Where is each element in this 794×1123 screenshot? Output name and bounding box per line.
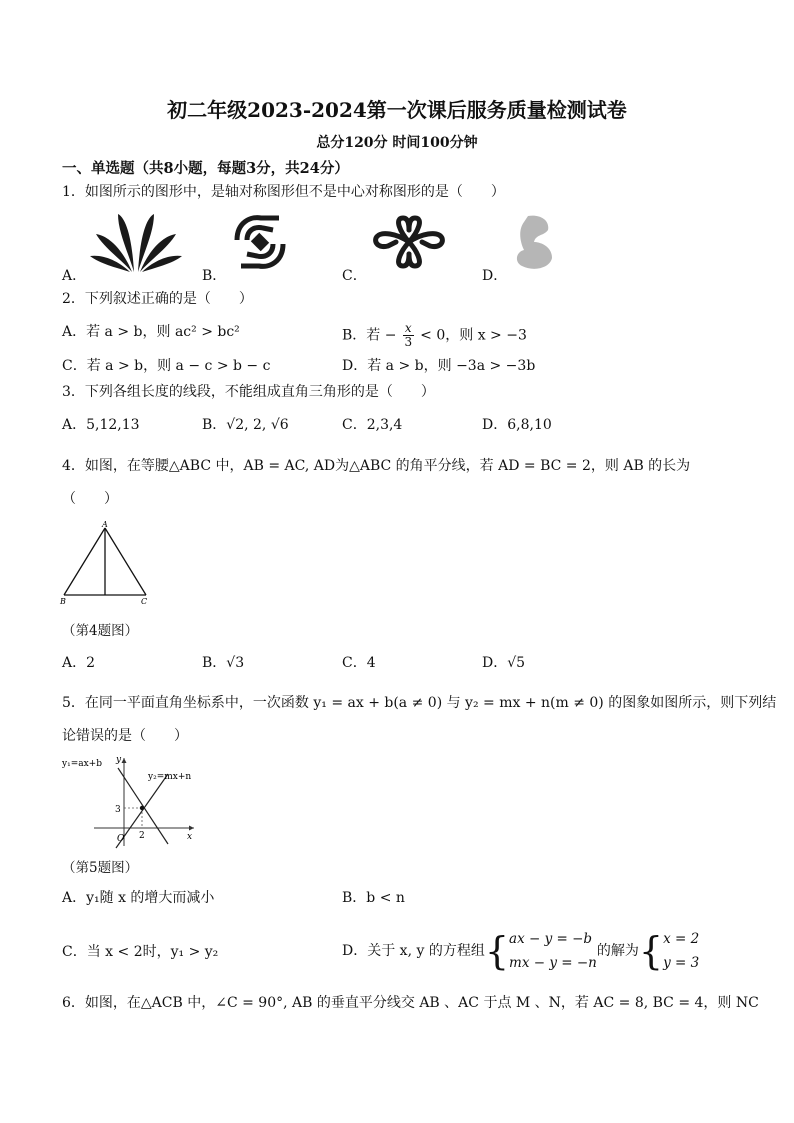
q5-system-brace: { [484, 929, 510, 973]
q5-system-eq1: ax − y = −b [509, 931, 593, 947]
q2-option-a: A．若 a > b，则 ac² > bc² [62, 324, 240, 340]
q4-side-ac [105, 528, 146, 595]
note-shape-image [510, 212, 560, 272]
q5-graph-figure [60, 752, 200, 852]
q4-label-a: A [102, 520, 108, 529]
q5-label-y1: y₁=ax+b [62, 759, 102, 769]
q2-stem: 2．下列叙述正确的是（ ） [62, 291, 253, 307]
q5-solution-y: y = 3 [663, 955, 700, 971]
q2-fraction [403, 322, 414, 349]
q4-stem: 4．如图，在等腰△ABC 中，AB = AC, AD为△ABC 的角平分线，若 AD = BC = 2，则 AB 的长为 [62, 458, 691, 474]
q5-option-d-prefix: D．关于 x, y 的方程组 [342, 943, 485, 959]
q5-label-two: 2 [139, 831, 145, 841]
q2-option-b-prefix: B．若 − [342, 327, 397, 344]
q5-option-c: C．当 x < 2时，y₁ > y₂ [62, 944, 219, 960]
q1-option-a: A． [62, 268, 87, 284]
q4-option-d: D．√5 [482, 655, 526, 671]
q2-option-d: D．若 a > b，则 −3a > −3b [342, 358, 536, 374]
china-mobile-logo-image [227, 210, 293, 274]
section-heading: 一、单选题（共8小题，每题3分，共24分） [62, 160, 349, 177]
q3-option-c: C．2,3,4 [342, 417, 403, 433]
q4-label-b: B [60, 597, 66, 606]
q5-label-y-axis: y [116, 755, 122, 765]
q3-option-b: B．√2, 2, √6 [202, 417, 289, 433]
q5-solution-x: x = 2 [663, 931, 700, 947]
q5-label-y2: y₂=mx+n [148, 772, 192, 782]
china-unicom-logo-image [370, 212, 448, 272]
q5-solution-brace: { [638, 929, 664, 973]
q1-option-b: B． [202, 268, 227, 284]
q3-stem: 3．下列各组长度的线段，不能组成直角三角形的是（ ） [62, 384, 435, 400]
q5-stem: 5．在同一平面直角坐标系中，一次函数 y₁ = ax + b(a ≠ 0) 与 y₂ = mx + n(m ≠ 0) 的图象如图所示，则下列结 [62, 695, 777, 711]
q5-label-three: 3 [115, 805, 121, 815]
q5-solution [663, 927, 699, 975]
q4-option-a: A．2 [62, 655, 96, 671]
q5-stem-cont: 论错误的是（ ） [62, 728, 188, 744]
q5-option-b: B．b < n [342, 890, 405, 906]
q5-intersection-point [140, 806, 144, 810]
q4-paren: （ ） [62, 491, 118, 507]
q3-option-a: A．5,12,13 [62, 417, 140, 433]
q2-fraction-num: x [404, 321, 412, 335]
q2-fraction-den: 3 [404, 335, 413, 349]
q5-caption: （第5题图） [62, 860, 139, 876]
exam-title: 初二年级2023-2024第一次课后服务质量检测试卷 [167, 98, 627, 122]
q4-option-b: B．√3 [202, 655, 245, 671]
q5-system-eq2: mx − y = −n [509, 955, 597, 971]
q5-option-d [342, 926, 699, 976]
q5-label-x-axis: x [187, 832, 193, 842]
exam-subtitle: 总分120分 时间100分钟 [316, 135, 478, 151]
q4-side-ab [64, 528, 105, 595]
q4-caption: （第4题图） [62, 623, 139, 639]
q5-option-d-mid: 的解为 [596, 943, 639, 959]
q1-option-d: D． [482, 268, 508, 284]
q4-label-c: C [141, 597, 148, 606]
q4-triangle-figure [58, 518, 158, 608]
q4-option-c: C．4 [342, 655, 376, 671]
q1-option-c: C． [342, 268, 367, 284]
huawei-logo-image [88, 208, 184, 276]
q3-option-d: D．6,8,10 [482, 417, 552, 433]
q2-option-c: C．若 a > b，则 a − c > b − c [62, 358, 271, 374]
q1-stem: 1．如图所示的图形中，是轴对称图形但不是中心对称图形的是（ ） [62, 184, 505, 200]
q2-option-b [342, 322, 527, 349]
q5-system [509, 927, 597, 975]
q5-option-a: A．y₁随 x 的增大而减小 [62, 890, 215, 906]
q5-label-origin: O [117, 834, 125, 844]
q6-stem: 6．如图，在△ACB 中，∠C = 90°, AB 的垂直平分线交 AB 、AC 于点 M 、N，若 AC = 8, BC = 4，则 NC [62, 995, 759, 1011]
q2-option-b-suffix: < 0，则 x > −3 [420, 327, 527, 344]
